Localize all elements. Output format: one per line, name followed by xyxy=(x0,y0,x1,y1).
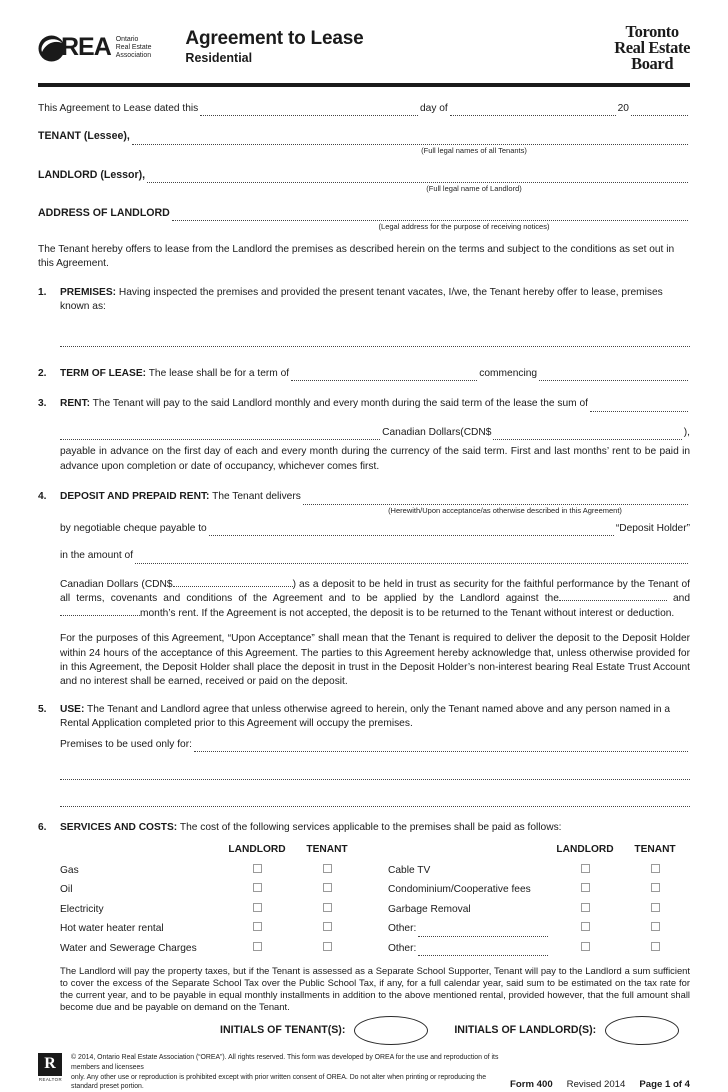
tenant-block xyxy=(38,129,690,154)
landlord-column-header: LANDLORD xyxy=(228,844,286,856)
section-number: 5. xyxy=(38,703,47,715)
table-row xyxy=(388,864,690,878)
section-number: 3. xyxy=(38,398,47,410)
tenant-caption: (Full legal names of all Tenants) xyxy=(421,145,527,155)
landlord-name-field[interactable] xyxy=(147,174,688,183)
orea-acronym: REA xyxy=(61,33,111,62)
cable-tv-tenant-checkbox[interactable] xyxy=(651,864,660,873)
section-number: 4. xyxy=(38,491,47,503)
orea-association-line: Real Estate xyxy=(115,44,152,52)
deposit-amount-text: in the amount of xyxy=(60,550,134,562)
section-rent xyxy=(38,397,690,474)
deposit-trust-open: Canadian Dollars (CDN$ xyxy=(60,578,173,590)
table-row xyxy=(388,922,690,936)
premises-text: Having inspected the premises and provided the present tenant vacates, I/we, the Tenant hereby offer to lease, premises known as: xyxy=(60,286,663,313)
deposit-trust-and: and xyxy=(672,593,690,605)
date-year-field[interactable] xyxy=(631,108,688,117)
caption-spacer xyxy=(38,146,258,155)
form-info xyxy=(510,1078,690,1092)
orea-logo xyxy=(38,30,151,66)
rent-currency-text: Canadian Dollars(CDN$ xyxy=(382,426,492,438)
table-row xyxy=(388,942,690,956)
form-title: Agreement to Lease xyxy=(185,27,364,49)
treb-line: Real Estate xyxy=(614,38,690,58)
copyright-line-1: © 2014, Ontario Real Estate Association (“OREA”). All rights reserved. This form was developed by OREA for the use and reproduction of its members and licensees xyxy=(71,1054,499,1071)
term-lead-text: The lease shall be for a term of xyxy=(148,367,290,379)
deposit-delivers-text: The Tenant delivers xyxy=(212,491,301,503)
use-purpose-field-3[interactable] xyxy=(60,797,690,807)
other-service-1-field[interactable] xyxy=(418,928,548,937)
deposit-applied-first-field[interactable] xyxy=(559,593,667,601)
landlord-column-header: LANDLORD xyxy=(556,844,614,856)
electricity-landlord-checkbox[interactable] xyxy=(253,903,262,912)
deposit-title: DEPOSIT AND PREPAID RENT: xyxy=(60,491,210,503)
table-row xyxy=(388,903,690,917)
date-month-field[interactable] xyxy=(450,108,616,117)
other1-landlord-checkbox[interactable] xyxy=(581,922,590,931)
service-label: Gas xyxy=(60,864,79,876)
section-term-of-lease xyxy=(38,367,690,381)
caption-spacer xyxy=(38,222,238,231)
tenant-column-header: TENANT xyxy=(306,844,348,856)
toronto-real-estate-board-logo xyxy=(614,24,690,71)
services-table xyxy=(60,843,690,956)
use-title: USE: xyxy=(60,703,85,715)
title-block xyxy=(185,29,614,68)
service-label: Other: xyxy=(388,942,417,954)
use-purpose-field[interactable] xyxy=(194,744,688,753)
other-service-2-field[interactable] xyxy=(418,948,548,957)
other2-landlord-checkbox[interactable] xyxy=(581,942,590,951)
landlord-initials-oval[interactable] xyxy=(605,1016,679,1045)
section-number: 2. xyxy=(38,367,47,379)
tenant-column-header: TENANT xyxy=(634,844,676,856)
rent-sum-words-field-2[interactable] xyxy=(60,432,380,441)
date-day-field[interactable] xyxy=(200,108,418,117)
rent-title: RENT: xyxy=(60,398,90,410)
term-length-field[interactable] xyxy=(291,373,477,382)
services-title: SERVICES AND COSTS: xyxy=(60,821,178,833)
copyright-text xyxy=(71,1053,500,1092)
oil-landlord-checkbox[interactable] xyxy=(253,883,262,892)
premises-title: PREMISES: xyxy=(60,286,117,298)
deposit-applied-last-field[interactable] xyxy=(60,607,140,615)
tenant-name-field[interactable] xyxy=(132,136,688,145)
section-number: 6. xyxy=(38,821,47,833)
initials-landlord-label: INITIALS OF LANDLORD(S): xyxy=(454,1024,597,1037)
treb-line: Toronto xyxy=(625,22,679,42)
date-line-century: 20 xyxy=(617,103,629,114)
table-row xyxy=(388,883,690,897)
use-purpose-field-2[interactable] xyxy=(60,769,690,779)
service-label: Cable TV xyxy=(388,864,431,876)
table-row xyxy=(60,883,362,897)
condo-fees-tenant-checkbox[interactable] xyxy=(651,883,660,892)
service-label: Other: xyxy=(388,923,417,935)
landlord-address-field[interactable] xyxy=(172,212,688,221)
realtor-r-icon: R xyxy=(38,1053,62,1076)
caption-spacer xyxy=(60,506,320,515)
deposit-delivery-method-field[interactable] xyxy=(303,496,688,505)
header-divider xyxy=(38,83,690,87)
landlord-address-caption: (Legal address for the purpose of receiving notices) xyxy=(378,221,550,231)
landlord-address-block xyxy=(38,206,690,231)
services-table-left xyxy=(60,843,362,956)
agreement-date-line xyxy=(38,102,690,116)
electricity-tenant-checkbox[interactable] xyxy=(323,903,332,912)
section-number: 1. xyxy=(38,286,47,298)
landlord-label: LANDLORD (Lessor), xyxy=(38,168,146,181)
garbage-removal-tenant-checkbox[interactable] xyxy=(651,903,660,912)
form-revision: Revised 2014 xyxy=(566,1079,626,1091)
other1-tenant-checkbox[interactable] xyxy=(651,922,660,931)
deposit-trust-paragraph xyxy=(60,578,690,621)
copyright-line-2: only. Any other use or reproduction is prohibited except with prior written consent of OREA. Do not alter when printing or reproducing the standard preset portion. xyxy=(71,1073,487,1091)
use-text: The Tenant and Landlord agree that unless otherwise agreed to herein, only the Tenant named above and any person named in a Rental Application completed prior to this Agreement will occupy the premises. xyxy=(60,703,670,730)
date-line-day-of: day of xyxy=(420,103,448,114)
water-sewerage-tenant-checkbox[interactable] xyxy=(323,942,332,951)
form-footer xyxy=(38,1053,690,1092)
term-commencing-field[interactable] xyxy=(539,373,688,382)
date-line-prefix: This Agreement to Lease dated this xyxy=(38,103,199,114)
service-label: Condominium/Cooperative fees xyxy=(388,884,531,896)
garbage-removal-landlord-checkbox[interactable] xyxy=(581,903,590,912)
realtor-wordmark: REALTOR xyxy=(38,1077,63,1083)
rent-lead-text: The Tenant will pay to the said Landlord monthly and every month during the said term of the lease the sum of xyxy=(92,398,588,410)
gas-tenant-checkbox[interactable] xyxy=(323,864,332,873)
term-commencing-text: commencing xyxy=(479,367,538,379)
table-row xyxy=(60,922,362,936)
services-table-right xyxy=(388,843,690,956)
section-deposit xyxy=(38,490,690,690)
service-label: Oil xyxy=(60,884,73,896)
deposit-trust-after: ) as a deposit to be held in trust as security for the faithful performance by the Tenant of all terms, covenants and conditions of the Agreement and to be applied by the Landlord against the xyxy=(60,578,690,605)
rent-currency-close: ), xyxy=(683,426,690,438)
form-header xyxy=(38,22,690,74)
initials-tenant-label: INITIALS OF TENANT(S): xyxy=(220,1024,346,1037)
landlord-address-label: ADDRESS OF LANDLORD xyxy=(38,206,170,219)
tenant-label: TENANT (Lessee), xyxy=(38,130,130,143)
realtor-logo xyxy=(38,1053,63,1092)
deposit-trust-close: month’s rent. If the Agreement is not accepted, the deposit is to be returned to the Tenant without interest or deduction. xyxy=(140,607,675,619)
hot-water-heater-landlord-checkbox[interactable] xyxy=(253,922,262,931)
deposit-upon-acceptance-paragraph: For the purposes of this Agreement, “Upon Acceptance” shall mean that the Tenant is required to deliver the deposit to the Deposit Holder within 24 hours of the acceptance of this Agreement. The parties to this Agreement hereby acknowledge that, unless otherwise provided for in this Agreement, the Deposit Holder shall place the deposit in trust in the Deposit Holder’s non-interest bearing Real Estate Trust Account and no interest shall be earned, received or paid on the deposit. xyxy=(60,633,690,688)
orea-association-line: Ontario xyxy=(115,36,139,44)
deposit-delivery-caption: (Herewith/Upon acceptance/as otherwise described in this Agreement) xyxy=(388,505,622,515)
orea-association-line: Association xyxy=(115,51,152,59)
service-label: Hot water heater rental xyxy=(60,923,164,935)
section-use xyxy=(38,703,690,807)
use-premises-lead: Premises to be used only for: xyxy=(60,738,192,750)
table-row xyxy=(60,942,362,956)
service-label: Garbage Removal xyxy=(388,903,471,915)
treb-line: Board xyxy=(631,53,674,73)
deposit-holder-text: “Deposit Holder” xyxy=(615,522,690,534)
premises-address-field[interactable] xyxy=(60,337,690,347)
rent-payable-text: payable in advance on the first day of each and every month during the currency of the said term. First and last months’ rent to be paid in advance upon completion or date of occupancy, whichever comes first. xyxy=(60,446,690,472)
section-services-and-costs xyxy=(38,821,690,1014)
caption-spacer xyxy=(38,184,258,193)
table-row xyxy=(60,903,362,917)
services-lead-text: The cost of the following services applicable to the premises shall be paid as follows: xyxy=(179,821,562,833)
offer-statement: The Tenant hereby offers to lease from the Landlord the premises as described herein on the terms and subject to the conditions as set out in this Agreement. xyxy=(38,243,675,270)
orea-association-name xyxy=(116,36,152,60)
deposit-amount-number-field[interactable] xyxy=(173,578,293,586)
service-label: Electricity xyxy=(60,903,104,915)
cable-tv-landlord-checkbox[interactable] xyxy=(581,864,590,873)
gas-landlord-checkbox[interactable] xyxy=(253,864,262,873)
section-premises xyxy=(38,286,690,347)
deposit-cheque-text: by negotiable cheque payable to xyxy=(60,522,207,534)
hot-water-heater-tenant-checkbox[interactable] xyxy=(323,922,332,931)
condo-fees-landlord-checkbox[interactable] xyxy=(581,883,590,892)
other2-tenant-checkbox[interactable] xyxy=(651,942,660,951)
water-sewerage-landlord-checkbox[interactable] xyxy=(253,942,262,951)
form-number: Form 400 xyxy=(510,1079,553,1091)
initials-row xyxy=(38,1016,690,1045)
tenant-initials-oval[interactable] xyxy=(354,1016,428,1045)
term-title: TERM OF LEASE: xyxy=(60,367,147,379)
oil-tenant-checkbox[interactable] xyxy=(323,883,332,892)
deposit-amount-words-field[interactable] xyxy=(135,555,688,564)
landlord-caption: (Full legal name of Landlord) xyxy=(426,183,522,193)
deposit-holder-name-field[interactable] xyxy=(209,527,614,536)
rent-amount-field[interactable] xyxy=(493,432,681,441)
property-tax-paragraph: The Landlord will pay the property taxes, but if the Tenant is assessed as a Separate School Supporter, Tenant will pay to the Landlord a sum sufficient to cover the excess of the Separate School Tax over the Public School Tax, if any, for a full calendar year, said sum to be estimated on the tax rate for the current year, and to be payable in equal monthly installments in addition to the above mentioned rental, provided however, that the full amount shall become due and be payable on demand on the Tenant. xyxy=(60,965,690,1013)
page-number: Page 1 of 4 xyxy=(639,1079,690,1091)
service-label: Water and Sewerage Charges xyxy=(60,942,197,954)
rent-sum-words-field[interactable] xyxy=(590,403,688,412)
form-subtitle: Residential xyxy=(185,50,253,65)
landlord-block xyxy=(38,168,690,193)
table-row xyxy=(60,864,362,878)
